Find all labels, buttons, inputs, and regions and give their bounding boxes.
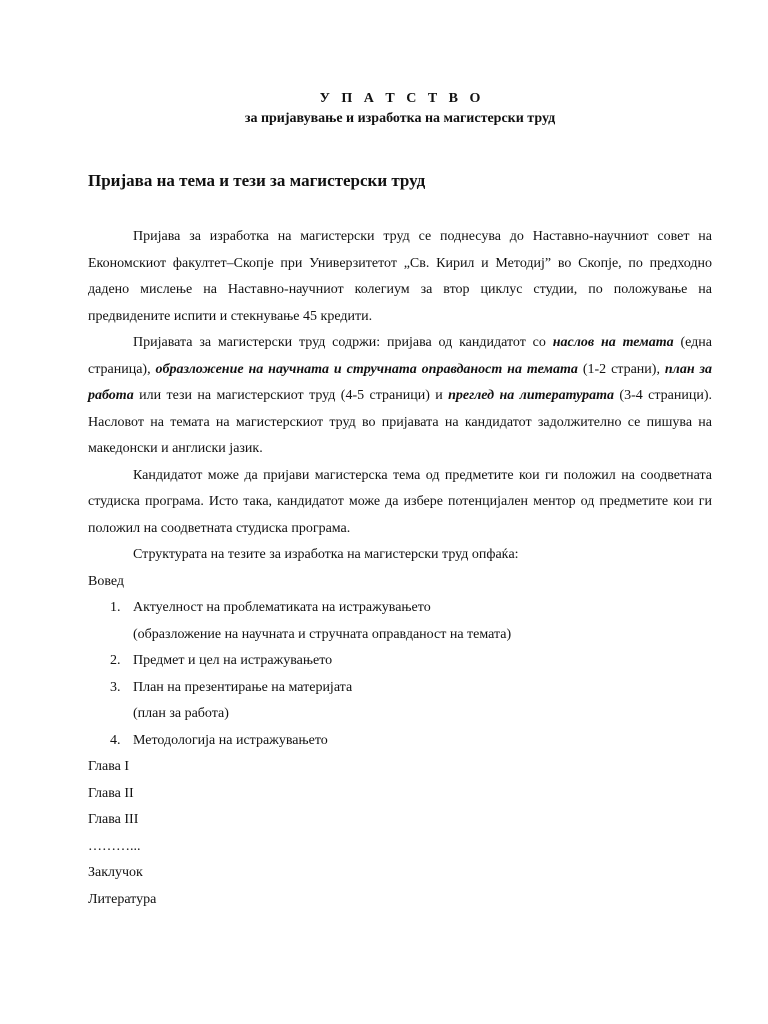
list-item-text: Актуелност на проблематиката на истражувањето — [133, 600, 431, 615]
list-item-subtext: (образложение на научната и стручната оправданост на темата) — [133, 626, 512, 642]
document-title: У П А Т С Т В О — [319, 91, 485, 106]
literature: Литература — [88, 891, 157, 907]
list-item-number: 3. — [110, 679, 121, 695]
list-item — [88, 728, 712, 755]
emphasis-work-plan: план за работа — [88, 361, 712, 403]
list-item-subtext: (план за работа) — [133, 706, 229, 721]
paragraph-contents — [88, 330, 712, 463]
list-item-text: Методологија на истражувањето — [133, 732, 328, 748]
list-item-number: 1. — [110, 600, 121, 615]
paragraph-candidate: Кандидатот може да пријави магистерска тема од предметите кои ги положил на соодветната студиска програма. Исто така, кандидатот може да избере потенцијален ментор од предметите кои ги положил на соодветната студиска програма. — [88, 467, 712, 536]
paragraph-contents-text-2: (една страница), — [88, 335, 713, 377]
list-item-number: 4. — [110, 732, 121, 748]
chapter-3: Глава III — [88, 812, 139, 827]
paragraph-contents-text-4: или тези на магистерскиот труд (4-5 страници) и — [133, 388, 449, 403]
structure-intro: Структурата на тезите за изработка на магистерски труд опфаќа: — [133, 547, 519, 562]
list-item — [88, 595, 712, 622]
emphasis-topic-title: наслов на темата — [552, 335, 674, 350]
list-item-number: 2. — [110, 653, 121, 668]
paragraph-contents-text-5: (3-4 страници). Насловот на темата на магистерскиот труд во пријавата на кандидатот задолжително се пишува на македонски и англиски јазик. — [88, 388, 712, 456]
paragraph-contents-text-3: (1-2 страни), — [577, 361, 665, 377]
chapter-2: Глава II — [88, 785, 134, 801]
list-item — [88, 675, 712, 702]
document-page — [88, 90, 712, 913]
section-heading: Пријава на тема и тези за магистерски труд — [88, 171, 426, 190]
paragraph-contents-text-1: Пријавата за магистерски труд содржи: пријава од кандидатот со — [133, 335, 553, 350]
list-item — [88, 648, 712, 675]
emphasis-literature-review: преглед на литературата — [448, 388, 615, 403]
chapter-1: Глава I — [88, 759, 130, 774]
ellipsis: ………... — [88, 838, 141, 854]
conclusion: Заклучок — [88, 865, 143, 880]
structure-list — [88, 595, 712, 754]
emphasis-justification: образложение на научната и стручната оправданост на темата — [155, 361, 578, 377]
document-subtitle: за пријавување и изработка на магистерски труд — [244, 111, 556, 126]
intro-label: Вовед — [88, 573, 125, 589]
paragraph-submission: Пријава за изработка на магистерски труд се поднесува до Наставно-научниот совет на Економскиот факултет–Скопје при Универзитетот „Св. Кирил и Методиј” во Скопје, по предходно дадено мислење на Наставно-научниот колегиум за втор циклус студии, по положување на предвидените испити и стекнување 45 кредити. — [88, 229, 712, 324]
list-item-text: Предмет и цел на истражувањето — [133, 653, 333, 668]
list-item-text: План на презентирање на материјата — [133, 679, 353, 695]
